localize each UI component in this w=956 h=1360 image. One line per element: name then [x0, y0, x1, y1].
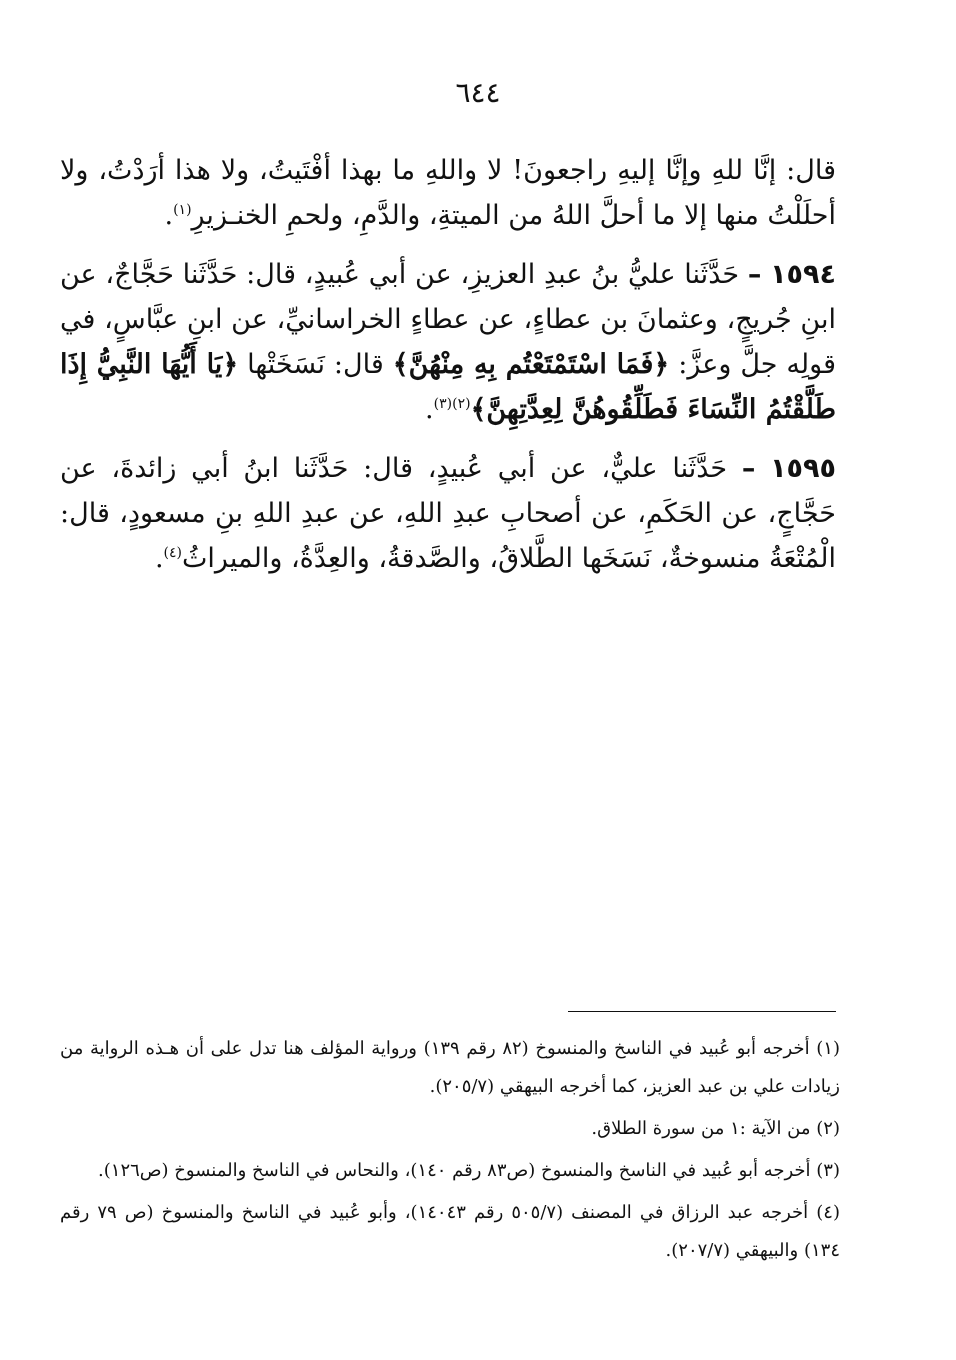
hadith-1595: [60, 446, 836, 581]
page-number: ٦٤٤: [455, 76, 501, 109]
footnote-ref-4[interactable]: (٤): [163, 545, 183, 561]
paragraph-text: قال: إنَّا للهِ وإنَّا إليهِ راجعونَ! لا واللهِ ما بهذا أفْتَيتُ، ولا هذا أرَدْتُ، ولا أحلَلْتُ منها إلا ما أحلَّ اللهُ من الميتةِ، والدَّمِ، ولحمِ الخنـزيرِ: [60, 155, 836, 231]
hadith-number: ١٥٩٤: [770, 259, 836, 290]
hadith-text: حَدَّثَنا عليٌّ، عن أبي عُبيدٍ، قال: حَدَّثَنا ابنُ أبي زائدةَ، عن حَجَّاجٍ، عن الحَكَمِ، عن أصحابِ عبدِ اللهِ، عن عبدِ اللهِ بنِ مسعودٍ، قال: الْمُتْعَةُ منسوخةٌ، نَسَخَها الطَّلاقُ، والصَّدقةُ، والعِدَّةُ، والميراثُ: [60, 453, 836, 574]
footnote-3: [60, 1152, 840, 1190]
hadith-text: حَدَّثَنا عليُّ بنُ عبدِ العزيزِ، عن أبي عُبيدٍ، قال: حَدَّثَنا حَجَّاجٌ، عن ابنِ جُريجٍ، وعثمانَ بن عطاءٍ، عن عطاءٍ الخراسانيِّ، عن ابنِ عبَّاسٍ، في قولِه جلَّ وعزَّ:: [60, 259, 836, 380]
footnote-text: أخرجه أبو عُبيد في الناسخ والمنسوخ (ص٨٣ رقم ١٤٠)، والنحاس في الناسخ والمنسوخ (ص١٢٦).: [98, 1160, 811, 1181]
footnote-1: [60, 1030, 840, 1106]
footnote-text: أخرجه أبو عُبيد في الناسخ والمنسوخ (٨٢ رقم ١٣٩) ورواية المؤلف هنا تدل على أن هـذه الرواية من زيادات علي بن عبد العزيز، كما أخرجه البيهقي (٢٠٥/٧).: [60, 1038, 840, 1097]
footnote-marker: (٤): [816, 1202, 840, 1223]
paragraph-end: .: [164, 200, 174, 231]
footnote-ref-2-3[interactable]: (٢)(٣): [433, 396, 471, 412]
footnote-4: [60, 1194, 840, 1270]
footnote-text: من الآية :١ من سورة الطلاق.: [591, 1118, 811, 1139]
paragraph-end: .: [425, 394, 434, 425]
footnotes: [60, 1030, 840, 1274]
footnote-marker: (٢): [816, 1118, 840, 1139]
hadith-number: ١٥٩٥: [770, 453, 836, 484]
footnote-marker: (١): [816, 1038, 840, 1059]
hadith-dash: –: [747, 259, 762, 290]
footnote-divider: [568, 1011, 836, 1012]
footnote-ref-1[interactable]: (١): [173, 202, 192, 218]
paragraph-end: .: [154, 543, 164, 574]
footnote-2: [60, 1110, 840, 1148]
hadith-dash: –: [741, 453, 756, 484]
hadith-1594: [60, 252, 836, 432]
hadith-text: قال: نَسَخَتْها: [247, 349, 384, 380]
footnote-text: أخرجه عبد الرزاق في المصنف (٥٠٥/٧ رقم ١٤٠٤٣)، وأبو عُبيد في الناسخ والمنسوخ (ص ٧٩ رقم ١٣٤) والبيهقي (٢٠٧/٧).: [60, 1202, 840, 1261]
footnote-marker: (٣): [816, 1160, 840, 1181]
main-text: [60, 148, 836, 595]
paragraph-qala: [60, 148, 836, 238]
quran-verse: ﴿يَا أَيُّهَا النَّبِيُّ إِذَا طَلَّقْتُمُ النِّسَاءَ فَطَلِّقُوهُنَّ لِعِدَّتِهِنَّ﴾: [60, 349, 836, 425]
quran-verse: ﴿فَمَا اسْتَمْتَعْتُم بِهِ مِنْهُنَّ﴾: [392, 349, 670, 380]
